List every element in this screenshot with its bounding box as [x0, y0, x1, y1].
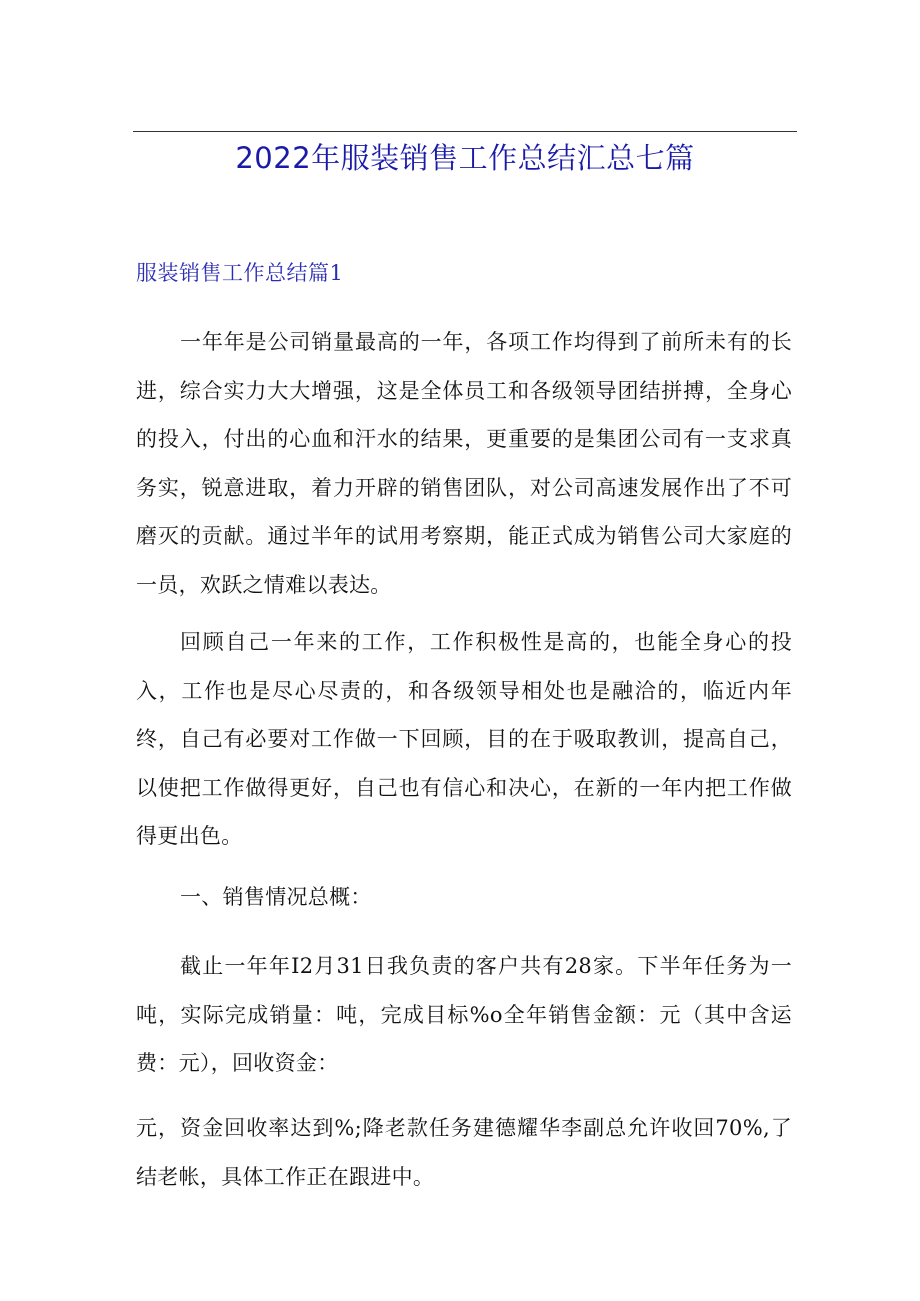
paragraph-sales-overview-heading: 一、销售情况总概：: [180, 885, 372, 909]
title-divider: [133, 131, 797, 132]
section-heading: 服装销售工作总结篇1: [136, 261, 344, 285]
paragraph-fund-recovery: 元，资金回收率达到%;降老款任务建德耀华李副总允许收回70%,了结老帐，具体工作正在跟进中。: [136, 1116, 792, 1189]
paragraph-intro: 一年年是公司销量最高的一年，各项工作均得到了前所未有的长进，综合实力大大增强，这是全体员工和各级领导团结拼搏，全身心的投入，付出的心血和汗水的结果，更重要的是集团公司有一支求真务实，锐意进取，着力开辟的销售团队，对公司高速发展作出了不可磨灭的贡献。通过半年的试用考察期，能正式成为销售公司大家庭的一员，欢跃之情难以表达。: [136, 330, 792, 597]
paragraph-review: 回顾自己一年来的工作，工作积极性是高的，也能全身心的投入，工作也是尽心尽责的，和各级领导相处也是融洽的，临近内年终，自己有必要对工作做一下回顾，目的在于吸取教训，提高自己，以使把工作做得更好，自己也有信心和决心，在新的一年内把工作做得更出色。: [136, 630, 792, 848]
paragraph-sales-figures: 截止一年年I2月31日我负责的客户共有28家。下半年任务为一吨，实际完成销量：吨，完成目标%o全年销售金额：元（其中含运费：元），回收资金：: [136, 954, 792, 1075]
document-title: 2022年服装销售工作总结汇总七篇: [235, 141, 695, 175]
